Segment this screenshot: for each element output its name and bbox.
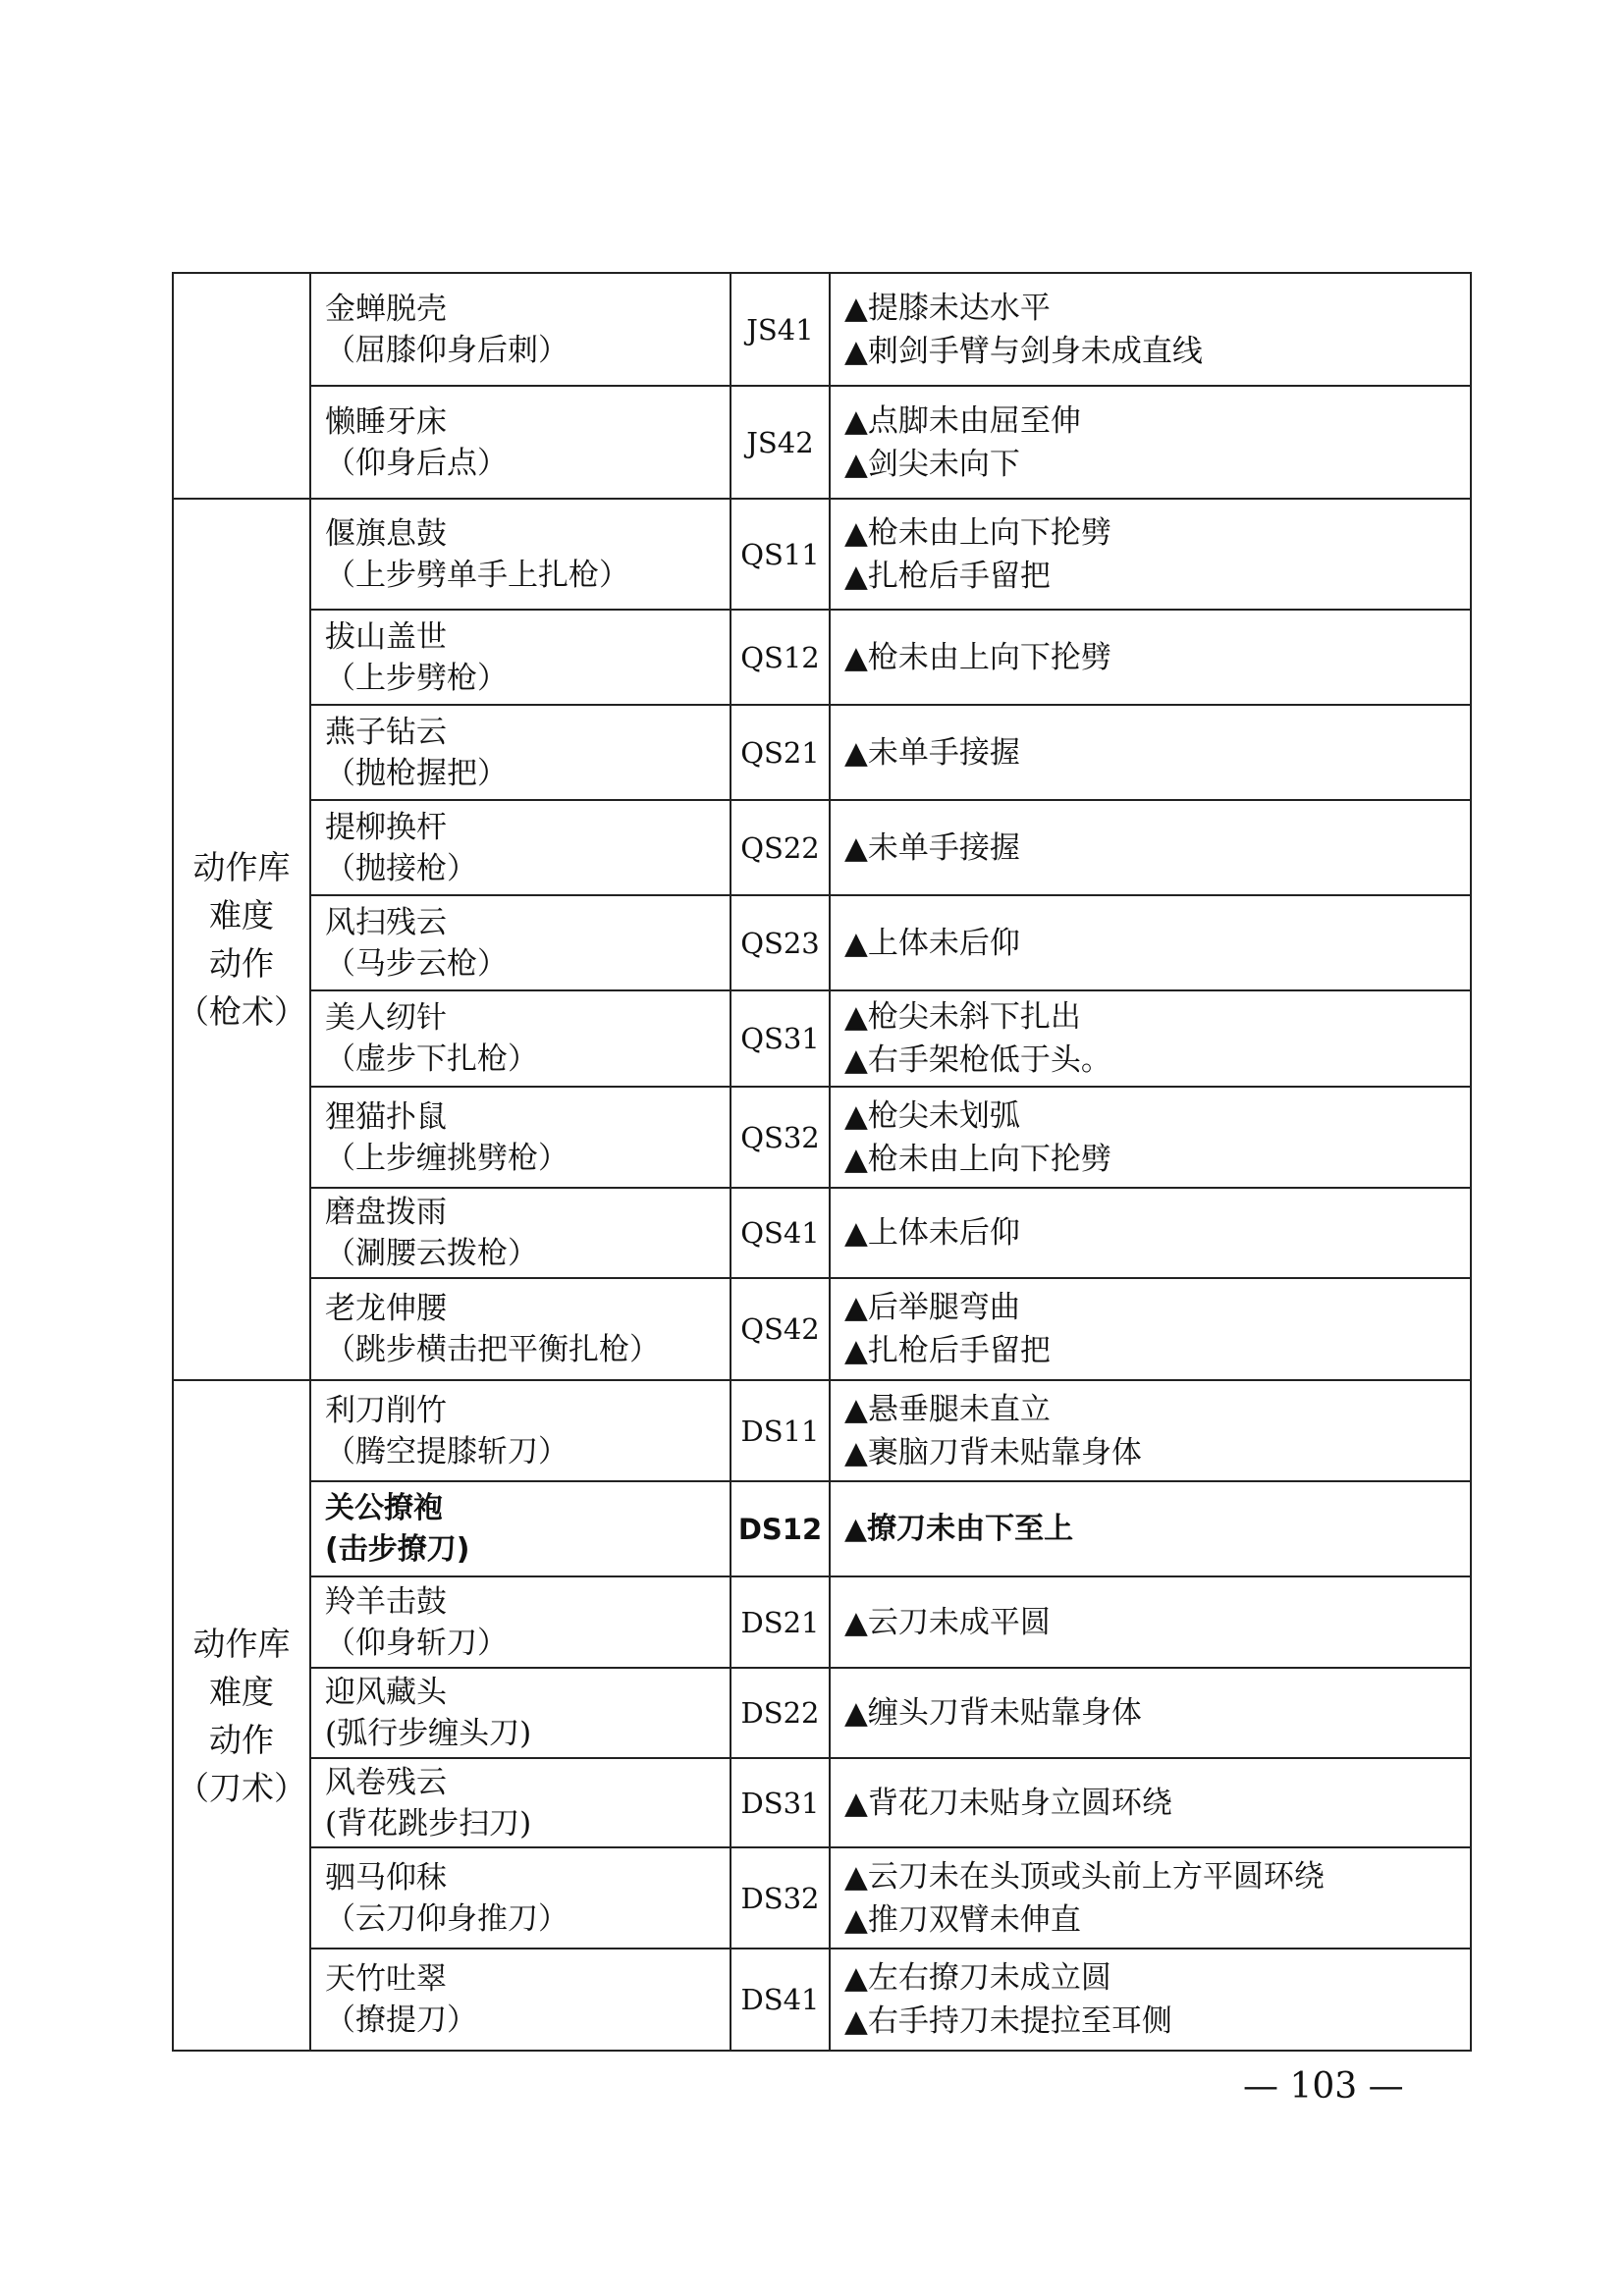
table-row <box>173 1576 1471 1668</box>
error-cell <box>830 1380 1471 1481</box>
action-name: 风卷残云 <box>325 1764 447 1800</box>
category-line: 动作 <box>209 944 274 983</box>
action-name: 老龙伸腰 <box>325 1291 447 1326</box>
action-name-cell <box>310 1758 731 1847</box>
action-name-cell <box>310 895 731 990</box>
action-name: 风扫残云 <box>325 904 447 940</box>
table-row <box>173 1278 1471 1380</box>
error-item: ▲裹脑刀背未贴靠身体 <box>844 1434 1142 1470</box>
error-item: ▲背花刀未贴身立圆环绕 <box>844 1785 1172 1821</box>
table-row <box>173 1668 1471 1758</box>
category-cell-broadsword <box>173 1380 310 2051</box>
error-item: ▲剑尖未向下 <box>844 446 1020 482</box>
table-row <box>173 1481 1471 1576</box>
action-code: DS21 <box>731 1576 830 1668</box>
action-subtitle: (弧行步缠头刀) <box>325 1716 532 1751</box>
error-cell <box>830 1278 1471 1380</box>
category-line: 动作 <box>209 1720 274 1759</box>
error-cell <box>830 1188 1471 1278</box>
action-subtitle: （上步劈单手上扎枪） <box>325 557 629 593</box>
error-cell <box>830 800 1471 895</box>
action-code: QS42 <box>731 1278 830 1380</box>
table-row <box>173 1847 1471 1949</box>
action-name-cell <box>310 1847 731 1949</box>
error-item: ▲未单手接握 <box>844 734 1020 771</box>
action-name: 磨盘拨雨 <box>325 1195 447 1230</box>
error-item: ▲推刀双臂未伸直 <box>844 1901 1081 1938</box>
table-row <box>173 800 1471 895</box>
category-line: 难度 <box>209 896 274 934</box>
table-row <box>173 1949 1471 2051</box>
table-row <box>173 1188 1471 1278</box>
action-subtitle: （云刀仰身推刀） <box>325 1900 568 1937</box>
action-subtitle: （撩提刀） <box>325 2002 477 2038</box>
error-item: ▲右手架枪低于头。 <box>844 1042 1111 1078</box>
action-name-cell <box>310 1188 731 1278</box>
action-name: 羚羊击鼓 <box>325 1583 447 1620</box>
difficulty-actions-table <box>172 272 1472 2052</box>
error-item: ▲扎枪后手留把 <box>844 1333 1051 1368</box>
action-code: QS21 <box>731 705 830 800</box>
error-item: ▲枪尖未斜下扎出 <box>844 999 1081 1035</box>
error-item: ▲后举腿弯曲 <box>844 1290 1020 1325</box>
error-item: ▲撩刀未由下至上 <box>844 1511 1074 1546</box>
error-item: ▲云刀未成平圆 <box>844 1604 1051 1640</box>
error-item: ▲上体未后仰 <box>844 1215 1020 1251</box>
category-line: 动作库 <box>192 1624 291 1663</box>
action-name: 驷马仰秣 <box>325 1859 447 1896</box>
action-name: 金蝉脱壳 <box>325 291 447 327</box>
error-item: ▲提膝未达水平 <box>844 290 1051 326</box>
action-subtitle: （腾空提膝斩刀） <box>325 1433 568 1469</box>
action-name: 利刀削竹 <box>325 1392 447 1428</box>
action-name: 天竹吐翠 <box>325 1961 447 1997</box>
table-row <box>173 1380 1471 1481</box>
action-name-cell <box>310 705 731 800</box>
category-line: 难度 <box>209 1672 274 1711</box>
action-subtitle: （屈膝仰身后刺） <box>325 332 568 368</box>
error-item: ▲枪尖未划弧 <box>844 1097 1020 1134</box>
table-row <box>173 705 1471 800</box>
action-name: 燕子钻云 <box>325 714 447 750</box>
action-subtitle: （虚步下扎枪） <box>325 1041 538 1077</box>
error-cell <box>830 386 1471 499</box>
action-subtitle: （马步云枪） <box>325 945 508 982</box>
page-number: — 103 — <box>1243 2066 1404 2107</box>
error-cell <box>830 273 1471 386</box>
table-row <box>173 273 1471 386</box>
action-name: 迎风藏头 <box>325 1675 447 1710</box>
error-cell <box>830 1847 1471 1949</box>
table-row <box>173 990 1471 1087</box>
action-code: QS32 <box>731 1087 830 1188</box>
action-name: 狸猫扑鼠 <box>325 1098 447 1135</box>
action-subtitle: （抛枪握把） <box>325 755 508 791</box>
action-name-cell <box>310 800 731 895</box>
action-subtitle: (背花跳步扫刀) <box>325 1805 532 1842</box>
action-name-cell <box>310 1087 731 1188</box>
error-cell <box>830 1949 1471 2051</box>
error-item: ▲左右撩刀未成立圆 <box>844 1960 1111 1996</box>
action-code: DS31 <box>731 1758 830 1847</box>
action-name: 美人纫针 <box>325 1000 447 1036</box>
action-subtitle: （仰身斩刀） <box>325 1625 508 1661</box>
error-item: ▲未单手接握 <box>844 829 1020 866</box>
table-row <box>173 1758 1471 1847</box>
action-name-cell <box>310 1380 731 1481</box>
action-name-cell <box>310 499 731 610</box>
action-name: 提柳换杆 <box>325 809 447 845</box>
category-cell-spear <box>173 499 310 1380</box>
category-line: （枪术） <box>177 992 306 1031</box>
action-name-cell <box>310 273 731 386</box>
table-row <box>173 499 1471 610</box>
action-name-cell <box>310 1481 731 1576</box>
action-name: 偃旗息鼓 <box>325 515 447 552</box>
error-item: ▲枪未由上向下抡劈 <box>844 1141 1111 1177</box>
action-name-cell <box>310 1668 731 1758</box>
action-code: QS22 <box>731 800 830 895</box>
category-cell-empty <box>173 273 310 499</box>
error-cell <box>830 705 1471 800</box>
table-row <box>173 610 1471 705</box>
error-item: ▲点脚未由屈至伸 <box>844 402 1081 439</box>
error-item: ▲枪未由上向下抡劈 <box>844 639 1111 675</box>
error-cell <box>830 895 1471 990</box>
action-code: QS11 <box>731 499 830 610</box>
error-cell <box>830 1576 1471 1668</box>
action-code: QS41 <box>731 1188 830 1278</box>
action-subtitle: （上步缠挑劈枪） <box>325 1140 568 1176</box>
error-cell <box>830 990 1471 1087</box>
error-cell <box>830 1087 1471 1188</box>
error-item: ▲右手持刀未提拉至耳侧 <box>844 2003 1172 2039</box>
error-cell <box>830 499 1471 610</box>
error-item: ▲扎枪后手留把 <box>844 558 1051 594</box>
error-item: ▲刺剑手臂与剑身未成直线 <box>844 333 1203 369</box>
table-row <box>173 895 1471 990</box>
action-code: DS12 <box>731 1481 830 1576</box>
action-subtitle: （涮腰云拨枪） <box>325 1236 538 1271</box>
action-name-cell <box>310 990 731 1087</box>
action-subtitle: （上步劈枪） <box>325 660 508 696</box>
action-name: 拔山盖世 <box>325 618 447 655</box>
action-subtitle: （抛接枪） <box>325 850 477 886</box>
action-code: DS32 <box>731 1847 830 1949</box>
error-item: ▲云刀未在头顶或头前上方平圆环绕 <box>844 1858 1325 1895</box>
action-code: JS42 <box>731 386 830 499</box>
action-name-cell <box>310 1278 731 1380</box>
error-cell <box>830 610 1471 705</box>
action-code: QS31 <box>731 990 830 1087</box>
action-code: DS41 <box>731 1949 830 2051</box>
action-name: 懒睡牙床 <box>325 403 447 440</box>
action-code: DS22 <box>731 1668 830 1758</box>
error-cell <box>830 1481 1471 1576</box>
action-name-cell <box>310 386 731 499</box>
action-code: QS23 <box>731 895 830 990</box>
error-item: ▲缠头刀背未贴靠身体 <box>844 1695 1142 1731</box>
category-line: 动作库 <box>192 848 291 886</box>
error-item: ▲上体未后仰 <box>844 925 1020 961</box>
action-subtitle: （跳步横击把平衡扎枪） <box>325 1332 660 1367</box>
action-code: DS11 <box>731 1380 830 1481</box>
action-code: JS41 <box>731 273 830 386</box>
action-subtitle: （仰身后点） <box>325 445 508 481</box>
action-code: QS12 <box>731 610 830 705</box>
action-name: 关公撩袍 <box>325 1490 443 1525</box>
error-cell <box>830 1758 1471 1847</box>
action-name-cell <box>310 1576 731 1668</box>
action-subtitle: (击步撩刀) <box>325 1531 470 1567</box>
table-row <box>173 1087 1471 1188</box>
table-row <box>173 386 1471 499</box>
action-name-cell <box>310 610 731 705</box>
error-item: ▲枪未由上向下抡劈 <box>844 514 1111 551</box>
error-item: ▲悬垂腿未直立 <box>844 1391 1051 1427</box>
error-cell <box>830 1668 1471 1758</box>
action-name-cell <box>310 1949 731 2051</box>
category-line: （刀术） <box>177 1768 306 1807</box>
